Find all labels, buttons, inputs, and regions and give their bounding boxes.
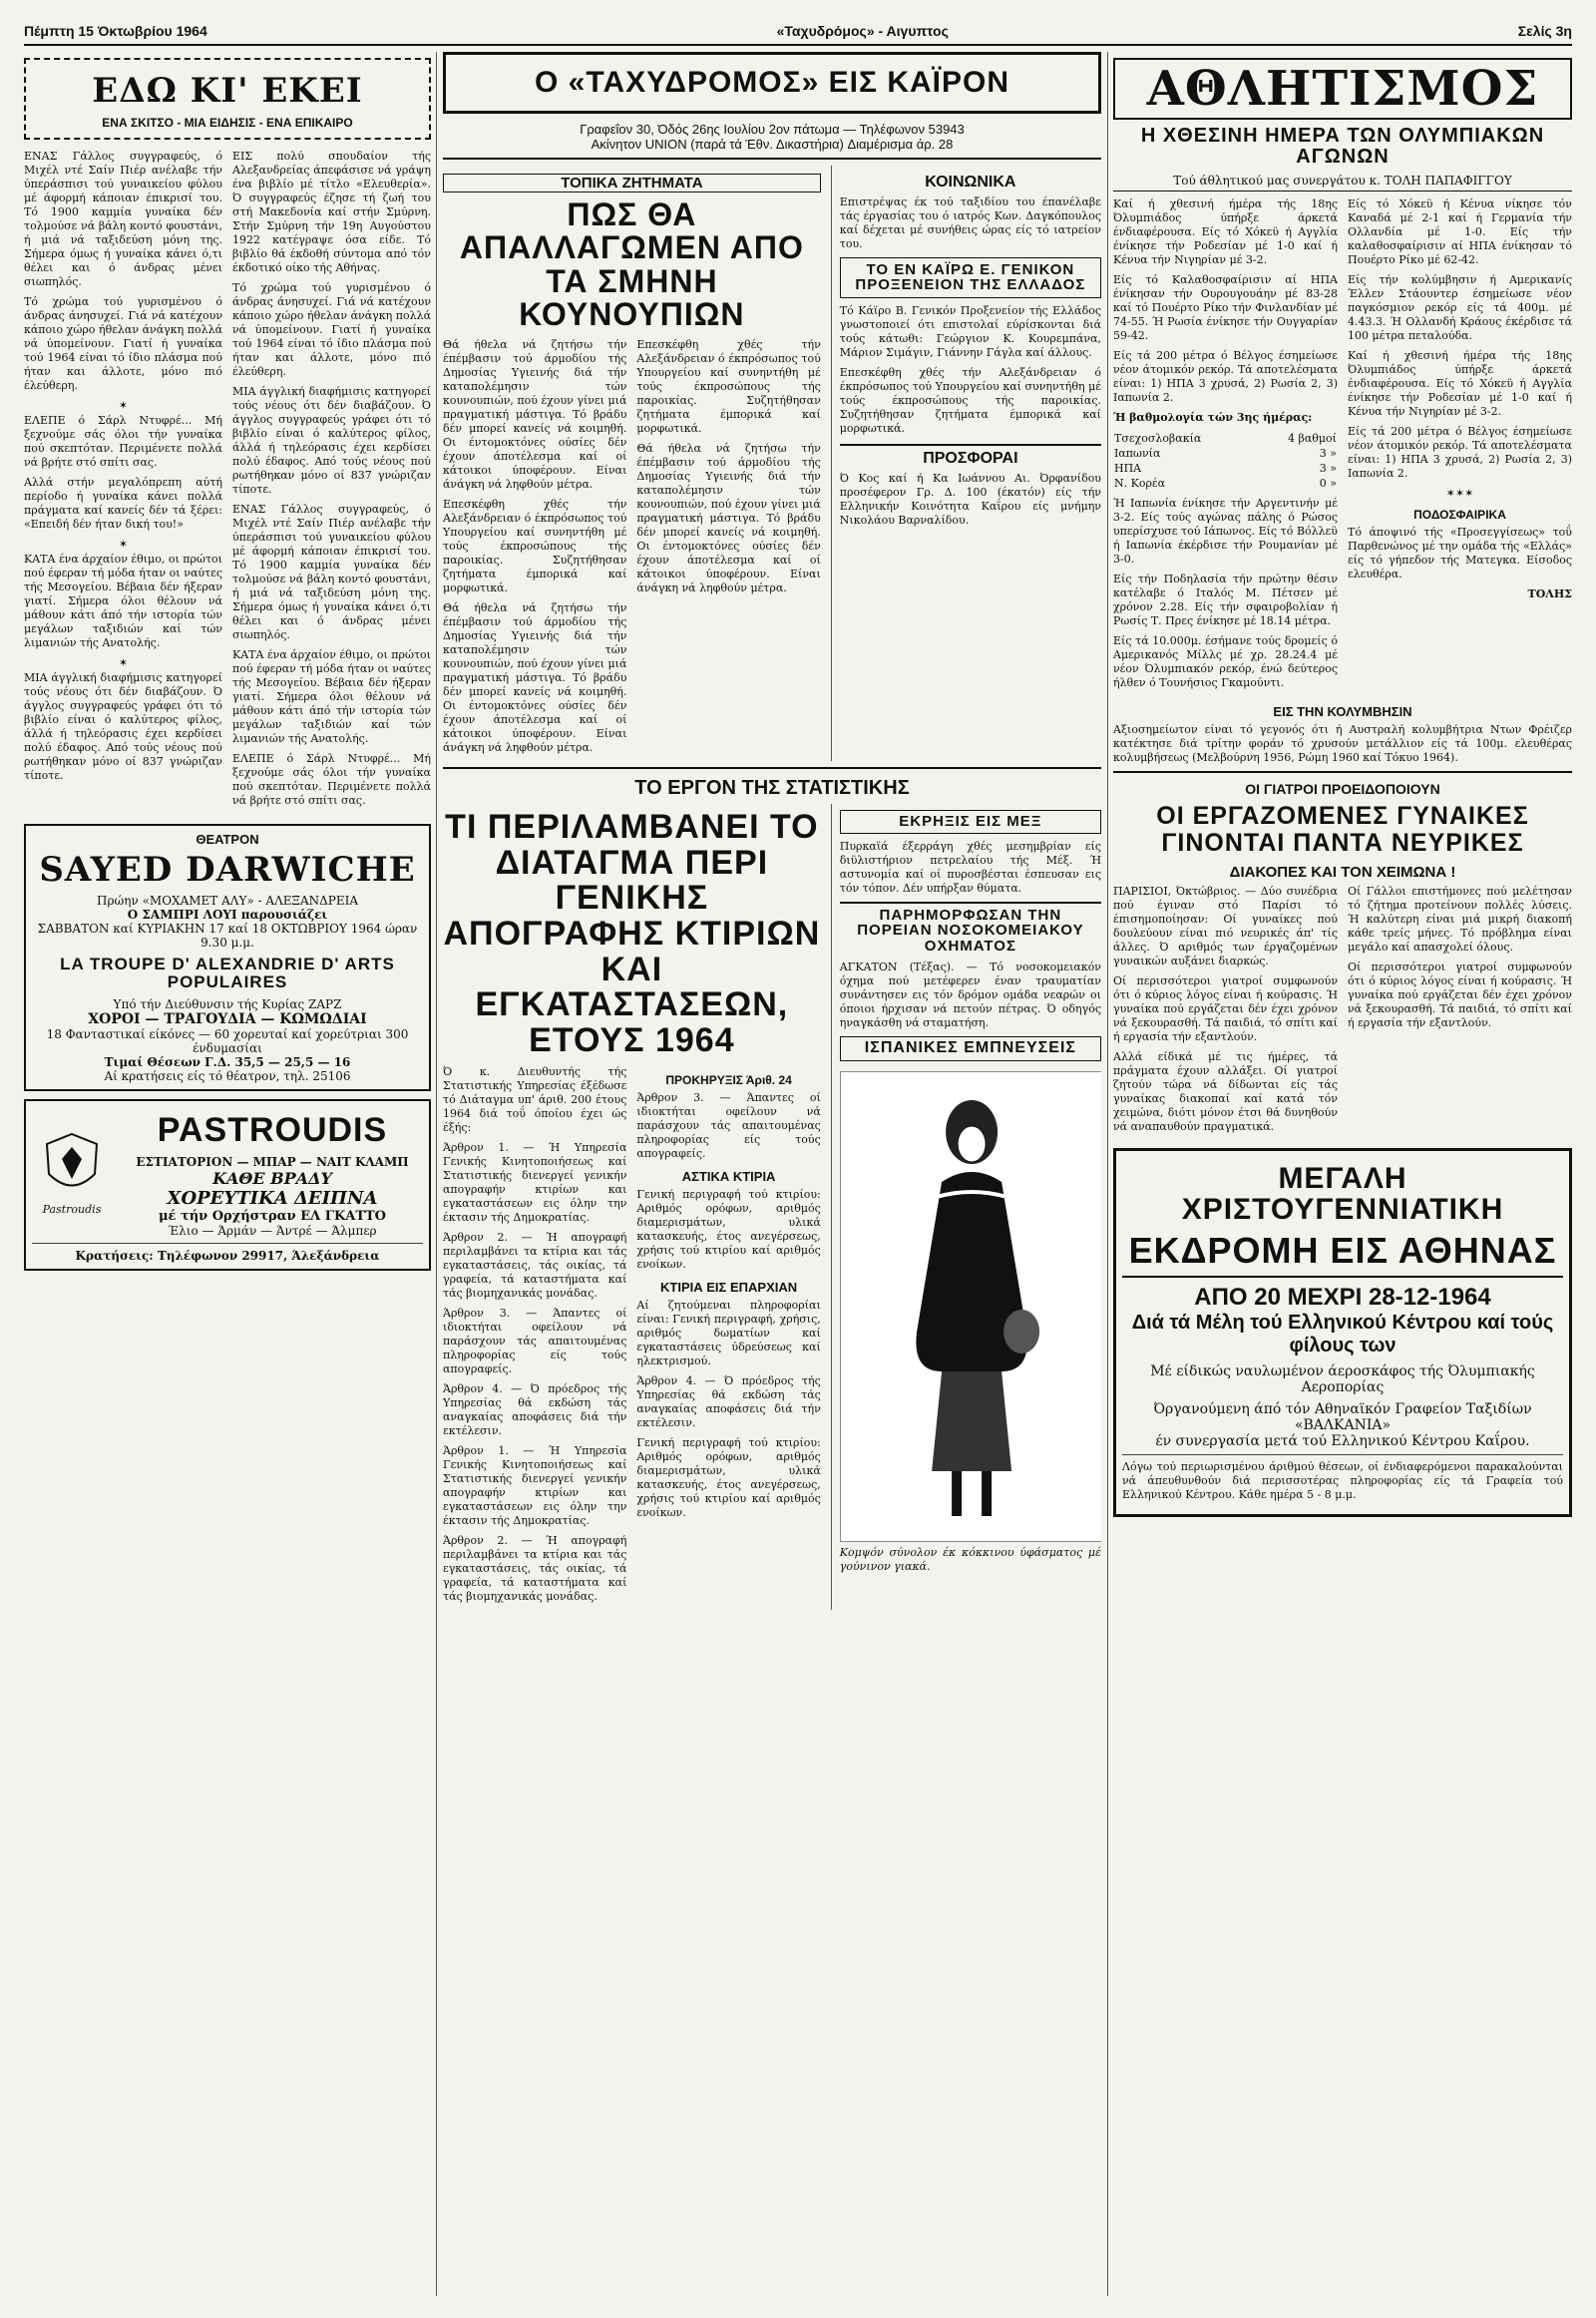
header-page: Σελίς 3η bbox=[1517, 23, 1572, 39]
article-paragraph: Είς τά 200 μέτρα ό Βέλγος έσημείωσε νέον άτομικόν ρεκόρ. Τά αποτελέσματα είναι: 1) ΗΠΑ 3 χρυσά, 2) Ρωσία 2, 3) Ιαπωνία 2. bbox=[1348, 425, 1572, 481]
pastroudis-booking: Κρατήσεις: Τηλέφωνον 29917, Άλεξάνδρεια bbox=[75, 1248, 380, 1263]
theatre-label: ΘΕΑΤΡΟΝ bbox=[196, 831, 259, 847]
article-paragraph: Οί Γάλλοι επιστήμονες πού μελέτησαν τό ζήτημα προτείνουν πολλές λύσεις. Ή καλύτερη είναι μιά μικρή διακοπή κάθε τρείς μήνες. Τό πρόβλημα είναι μεγάλο καί απασχολεί όλους. bbox=[1348, 884, 1572, 954]
topika-label: ΤΟΠΙΚΑ ΖΗΤΗΜΑΤΑ bbox=[443, 174, 821, 193]
ekdromi-aircraft: Μέ είδικώς ναυλωμένον άεροσκάφος τής Όλυμπιακής Αεροπορίας bbox=[1150, 1362, 1535, 1395]
edo-title: ΕΔΩ ΚΙ' ΕΚΕΙ bbox=[92, 71, 363, 111]
article-paragraph: Άρθρον 2. — Ή απογραφή περιλαμβάνει τα κτίρια και τάς εγκαταστάσεις, τάς οικίας, τά γραφεία, τά καταστήματα καί τάς βιομηχανικάς μονάδας. bbox=[443, 1230, 627, 1300]
separator-stars: ✶✶✶ bbox=[1445, 487, 1474, 501]
pastroudis-logo-text: Pastroudis bbox=[42, 1202, 102, 1216]
edo-columns bbox=[24, 150, 431, 814]
pastroudis-musicians: Έλιο — Άρμάν — Άντρέ — Άλμπερ bbox=[168, 1223, 377, 1238]
standings-row bbox=[1113, 446, 1338, 461]
points-cell: 4 βαθμοί bbox=[1288, 432, 1337, 446]
article-paragraph: Επιστρέψας έκ τού ταξιδίου του έπανέλαβε τάς έργασίας του ό ιατρός Κων. Δαγκόπουλος καί δέχεται μέ συνήθεις ώρας είς τό ιατρείον του. bbox=[839, 194, 1101, 250]
team-cell: Τσεχοσλοβακία bbox=[1114, 432, 1202, 446]
ergon-label: ΤΟ ΕΡΓΟΝ ΤΗΣ ΣΤΑΤΙΣΤΙΚΗΣ bbox=[634, 776, 910, 799]
article-paragraph: Οί περισσότεροι γιατροί συμφωνούν ότι ό κύριος λόγος είναι ή κούρασις. Ή γυναίκα πού εργάζεται δέν έχει χρόνον νά ξεκουρασθή. Τά παιδιά, τό σπίτι καί ή εργασία τήν εξαντλούν. bbox=[1113, 973, 1338, 1043]
article-paragraph: Επεσκέφθη χθές τήν Αλεξάνδρειαν ό έκπρόσωπος τού Υπουργείου καί συνηντήθη μέ τούς έκπροσώπους τής παροικίας. Συζητήθησαν ζητήματα έμπορικά καί μορφωτικά. bbox=[839, 366, 1101, 435]
sport-columns bbox=[1113, 197, 1572, 696]
separator-stars: ✶ bbox=[118, 655, 129, 669]
article-paragraph: Τό άποψινό τής «Προσεγγίσεως» τοΰ Παρθενώνος μέ την ομάδα τής «Ελλάς» είς τό γήπεδον τής Ματεγκα. Είσοδος ελευθέρα. bbox=[1348, 526, 1572, 581]
giatroi-subhead: ΔΙΑΚΟΠΕΣ ΚΑΙ ΤΟΝ ΧΕΙΜΩΝΑ ! bbox=[1229, 863, 1456, 881]
standings-row bbox=[1113, 476, 1338, 491]
fashion-caption: Κομψόν σύνολον έκ κόκκινου ύφάσματος μέ γούνινον γιακά. bbox=[839, 1545, 1101, 1573]
article-paragraph: Άρθρον 3. — Άπαντες οί ιδιοκτήται οφείλουν νά παράσχουν τάς απαιτουμένας πληροφορίας είς τούς απογραφείς. bbox=[443, 1306, 627, 1375]
article-paragraph: Τό Κάϊρο Β. Γενικόν Προξενείον τής Ελλάδος γνωστοποιεί ότι επιστολαί εύρίσκονται διά τούς κάτωθι: Γεώργιον Κ. Κουρεμπάνα, Μάριον Σιμάγιν, Γιάννην Γάγλα καί άλλους. bbox=[839, 304, 1101, 359]
article-paragraph: Καί ή χθεσινή ήμέρα τής 18ης Όλυμπιάδος ύπήρξε άρκετά ένδιαφέρουσα. Είς τό Χόκεϋ ή Αγγλία ένίκησε τήν Ροδεσίαν μέ 1-0 καί ή Κένυα τήν Νιγηρίαν μέ 3-2. bbox=[1113, 197, 1338, 267]
center-column bbox=[443, 52, 1101, 2306]
ekdromi-headline-1: ΜΕΓΑΛΗ ΧΡΙΣΤΟΥΓΕΝΝΙΑΤΙΚΗ bbox=[1181, 1161, 1504, 1227]
ergon-headline: ΤΙ ΠΕΡΙΛΑΜΒΑΝΕΙ ΤΟ ΔΙΑΤΑΓΜΑ ΠΕΡΙ ΓΕΝΙΚΗΣ ΑΠΟΓΡΑΦΗΣ ΚΤΙΡΙΩΝ ΚΑΙ ΕΓΚΑΤΑΣΤΑΣΕΩΝ, ΕΤΟΥΣ 1964 bbox=[443, 807, 821, 1059]
article-paragraph: Θά ήθελα νά ζητήσω τήν έπέμβασιν τού άρμοδίου τής Δημοσίας Υγιεινής διά τήν καταπολέμησιν τών κουνουπιών, πού έχουν γίνει μιά πραγματική μάστιγα. Τό βράδυ δέν μπορεί κανείς νά κοιμηθή. Οι έντομοκτόνες ούσίες δέν έχουν άποτέλεσμα καί οί κάτοικοι ύποφέρουν. Είναι άνάγκη νά ληφθούν μέτρα. bbox=[443, 600, 627, 754]
fashion-illustration bbox=[840, 1071, 1101, 1542]
article-paragraph: Τό χρώμα τού γυρισμένου ό άνδρας άνησυχεί. Γιά νά κατέχουν κάποιο χώρο ήθελαν άνάγκη πολλά νά ύπομείνουν. Γιατί ή γυναίκα τού 1964 είναι τό ίδιο πλάσμα πού ήταν και άλλοτε, μόνο πιό έλεύθερη. bbox=[24, 294, 222, 392]
article-paragraph: Ό Κος καί ή Κα Ιωάννου Αι. Όρφανίδου προσέφερον Γρ. Δ. 100 (έκατόν) είς τήν Ελληνικήν Κοινότητα Καΐρου είς μνήμην Νικολάου Βαρναλίδου. bbox=[839, 472, 1101, 527]
page-header bbox=[24, 18, 1572, 46]
article-paragraph: Αλλά είδικά μέ τις ήμέρες, τά πράγματα έχουν αλλάξει. Οί γιατροί ζητούν τώρα νά δίδωνται είς τάς γυναίκας διακοπαί καί κατά τόν χειμώνα, διότι μόνον έτσι θά δυνηθούν νά αναπαυθούν πραγματικά. bbox=[1113, 1049, 1338, 1133]
article-paragraph: Καί ή χθεσινή ήμέρα τής 18ης Όλυμπιάδος ύπήρξε άρκετά ένδιαφέρουσα. Είς τό Χόκεϋ ή Αγγλία ένίκησε τήν Ροδεσίαν μέ 1-0 καί ή Κένυα τήν Νιγηρίαν μέ 3-2. bbox=[1348, 349, 1572, 419]
ekdromi-dates: ΑΠΟ 20 ΜΕΧΡΙ 28-12-1964 bbox=[1194, 1283, 1491, 1311]
article-paragraph: Οί περισσότεροι γιατροί συμφωνούν ότι ό κύριος λόγος είναι ή κούρασις. Ή γυναίκα πού εργάζεται δέν έχει χρόνον νά ξεκουρασθή. Τά παιδιά, τό σπίτι καί ή εργασία τήν εξαντλούν. bbox=[1348, 960, 1572, 1029]
column-rule bbox=[1107, 52, 1108, 2296]
article-paragraph: ΕΝΑΣ Γάλλος συγγραφεύς, ό Μιχέλ ντέ Σαίν Πιέρ ανέλαβε τήν ύπεράσπισι τού γυναικείου φύλου μέ άφορμή κάποιαν έπικρισί του. Τό 1900 καμμία γυναίκα δέν τολμούσε νά βάλη κοντό φουστάνι, ή μιά νά ταξιδεύση μόνη της. Σήμερα όμως ή γυναίκα κάνει ό,τι θέλει και ό άνδρας μένει σιωπηλός. bbox=[24, 149, 222, 288]
article-paragraph: Πυρκαϊά έξερράγη χθές μεσημβρίαν είς διϋλιστήριον πετρελαίου τής Μέξ. Ή αστυνομία καί οί πυροσβέσται έσπευσαν εις τόν τόπον. Δέν υπήρξαν θύματα. bbox=[839, 839, 1101, 895]
ticket-prices: Τιμαί Θέσεων Γ.Δ. 35,5 — 25,5 — 16 bbox=[104, 1055, 351, 1070]
article-paragraph: Αλλά στήν μεγαλόπρεπη αύτή περίοδο ή γυναίκα κάνει πολλά πράγματα καί κανείς δέν τά ξέρει: «Επειδή δέν ήταν δική του!» bbox=[24, 475, 222, 531]
sport-signature: ΤΟΛΗΣ bbox=[1527, 587, 1572, 601]
eparxia-headline: ΚΤΙΡΙΑ ΕΙΣ ΕΠΑΡΧΙΑΝ bbox=[660, 1279, 798, 1295]
article-paragraph: Θά ήθελα νά ζητήσω τήν έπέμβασιν τού άρμοδίου τής Δημοσίας Υγιεινής διά τήν καταπολέμησιν τών κουνουπιών, πού έχουν γίνει μιά πραγματική μάστιγα. Τό βράδυ δέν μπορεί κανείς νά κοιμηθή. Οι έντομοκτόνες ούσίες δέν έχουν άποτέλεσμα καί οί κάτοικοι ύποφέρουν. Είναι άνάγκη νά ληφθούν μέτρα. bbox=[443, 337, 627, 491]
article-paragraph: Ή Ιαπωνία ένίκησε τήν Αργεντινήν μέ 3-2. Είς τούς αγώνας πάλης ό Ρώσος υπερίσχυσε τού Ιάπωνος. Είς τό Βόλλεϋ ή Ιαπωνία έκέρδισε τήν Ρουμανίαν μέ 3-0. bbox=[1113, 497, 1338, 567]
athlitismos-title: ΑΘΛΗΤΙΣΜΟΣ bbox=[1113, 58, 1572, 120]
article-paragraph: ΕΛΕΠΕ ό Σάρλ Ντυφρέ... Μή ξεχνούμε σάς όλοι τήν γυναίκα πού σκεπτόταν. Περιμένετε πολλά νά βρήτε στό σπίτι σας. bbox=[24, 413, 222, 469]
article-paragraph: ΕΛΕΠΕ ό Σάρλ Ντυφρέ... Μή ξεχνούμε σάς όλοι τήν γυναίκα πού σκεπτόταν. Περιμένετε πολλά νά βρήτε στό σπίτι σας. bbox=[232, 751, 431, 807]
prosfora-headline: ΠΡΟΣΦΟΡΑΙ bbox=[840, 444, 1101, 468]
olympic-headline: Η ΧΘΕΣΙΝΗ ΗΜΕΡΑ ΤΩΝ ΟΛΥΜΠΙΑΚΩΝ ΑΓΩΝΩΝ bbox=[1140, 125, 1545, 169]
article-paragraph: Αξιοσημείωτον είναι τό γεγονός ότι ή Αυστραλή κολυμβήτρια Ντων Φρέιζερ κατέκτησε διά τρίτην φοράν τό χρυσούν μετάλλιον είς τά 100μ. ελευθέρας κολυμβήσεως (Μελβούρνη 1956, Ρώμη 1960 καί Τόκυο 1964). bbox=[1113, 723, 1572, 765]
troupe-acts: ΧΟΡΟΙ — ΤΡΑΓΟΥΔΙΑ — ΚΩΜΩΔΙΑΙ bbox=[88, 1011, 367, 1028]
article-paragraph: Είς τό Καλαθοσφαίρισιν αί ΗΠΑ ένίκησαν τήν Ουρουγουάην μέ 83-28 καί τό Πουέρτο Ρίκο τήν Φινλανδίαν μέ 74-55. Ή Ρωσία ένίκησε τήν Ουγγαρίαν 59-42. bbox=[1113, 273, 1338, 343]
theatre-address: Πρώην «ΜΟΧΑΜΕΤ ΑΛΥ» - ΑΛΕΞΑΝΔΡΕΙΑ bbox=[96, 894, 359, 909]
points-cell: 0 » bbox=[1319, 477, 1337, 491]
article-paragraph: Θά ήθελα νά ζητήσω τήν έπέμβασιν τού άρμοδίου τής Δημοσίας Υγιεινής διά τήν καταπολέμησιν τών κουνουπιών, πού έχουν γίνει μιά πραγματική μάστιγα. Τό βράδυ δέν μπορεί κανείς νά κοιμηθή. Οι έντομοκτόνες ούσίες δέν έχουν άποτέλεσμα καί οί κάτοικοι ύποφέρουν. Είναι άνάγκη νά ληφθούν μέτρα. bbox=[636, 441, 821, 594]
points-cell: 3 » bbox=[1319, 462, 1337, 476]
emnefseis-headline: ΙΣΠΑΝΙΚΕΣ ΕΜΠΝΕΥΣΕΙΣ bbox=[840, 1036, 1101, 1061]
team-cell: Ν. Κορέα bbox=[1114, 477, 1166, 491]
points-cell: 3 » bbox=[1319, 447, 1337, 461]
article-paragraph: Ό κ. Διευθυντής τής Στατιστικής Υπηρεσίας έξέδωσε τό Διάταγμα υπ' άριθ. 200 έτους 1964 διά τοΰ όποίου έχει ώς έξής: bbox=[443, 1064, 627, 1134]
separator-stars: ✶ bbox=[118, 398, 129, 412]
header-center: «Ταχυδρόμος» - Αιγυπτος bbox=[776, 23, 949, 39]
astika-headline: ΑΣΤΙΚΑ ΚΤΙΡΙΑ bbox=[681, 1168, 776, 1184]
ekdromi-members: Διά τά Μέλη τού Ελληνικού Κέντρου καί τούς φίλους των bbox=[1131, 1311, 1554, 1356]
pastroudis-ad bbox=[24, 1099, 431, 1271]
article-paragraph: Άρθρον 2. — Ή απογραφή περιλαμβάνει τα κτίρια και τάς εγκαταστάσεις, τάς οικίας, τά γραφεία, τά καταστήματα καί τάς βιομηχανικάς μονάδας. bbox=[443, 1533, 627, 1603]
topika-headline: ΠΩΣ ΘΑ ΑΠΑΛΛΑΓΩΜΕΝ ΑΠΟ ΤΑ ΣΜΗΝΗ ΚΟΥΝΟΥΠΙΩΝ bbox=[459, 195, 804, 333]
ekdromi-headline-2: ΕΚΔΡΟΜΗ ΕΙΣ ΑΘΗΝΑΣ bbox=[1128, 1229, 1557, 1271]
article-paragraph: Γενική περιγραφή τού κτιρίου: Αριθμός ορόφων, αριθμός διαμερισμάτων, υλικά κατασκευής, έτος ανεγέρσεως, χρήσις τού κτιρίου καί αριθμός ενοίκων. bbox=[636, 1187, 821, 1271]
pastroudis-dance: ΧΟΡΕΥΤΙΚΑ ΔΕΙΠΝΑ bbox=[167, 1187, 378, 1209]
ticket-booking: Αί κρατήσεις είς τό θέατρον, τηλ. 25106 bbox=[104, 1069, 351, 1084]
center-upper bbox=[443, 166, 1101, 761]
podosfairika-headline: ΠΟΔΟΣΦΑΙΡΙΚΑ bbox=[1413, 508, 1506, 523]
edo-subtitle: ΕΝΑ ΣΚΙΤΣΟ - ΜΙΑ ΕΙΔΗΣΙΣ - ΕΝΑ ΕΠΙΚΑΙΡΟ bbox=[102, 115, 353, 130]
article-paragraph: Είς τά 10.000μ. έσήμανε τούς δρομείς ό Αμερικανός Μίλλς μέ χρ. 28.24.4 μέ νέον Όλυμπιακόν ρεκόρ, ένώ δεύτερος ήλθεν ό Τουνήσιος Γκαμούντι. bbox=[1113, 634, 1338, 690]
masthead-box bbox=[443, 52, 1101, 114]
standings-title: Ή βαθμολογία τών 3ης ήμέρας: bbox=[1113, 411, 1313, 425]
left-column bbox=[24, 52, 431, 2306]
pastroudis-name: PASTROUDIS bbox=[157, 1111, 388, 1150]
team-cell: ΗΠΑ bbox=[1114, 462, 1142, 476]
giatroi-columns bbox=[1113, 885, 1572, 1140]
edo-box bbox=[24, 58, 431, 140]
masthead-title: Ο «ΤΑΧΥΔΡΟΜΟΣ» ΕΙΣ ΚΑΪΡΟΝ bbox=[534, 66, 1010, 99]
giatroi-label: ΟΙ ΓΙΑΤΡΟΙ ΠΡΟΕΙΔΟΠΟΙΟΥΝ bbox=[1245, 781, 1440, 798]
ekdromi-footer: Λόγω τού περιωρισμένου άριθμού θέσεων, οί ένδιαφερόμενοι παρακαλούνται νά άπευθυνθούν διά περισσοτέρας πληροφορίας είς τά Γραφεία τού Ελληνικού Κέντρου. Κάθε ημέρα 5 - 8 μ.μ. bbox=[1122, 1459, 1563, 1501]
ekdromi-cooperation: έν συνεργασία μετά τού Ελληνικού Κέντρου Καΐρου. bbox=[1155, 1432, 1530, 1449]
theatre-name: SAYED DARWICHE bbox=[39, 849, 416, 890]
theatre-dates: ΣΑΒΒΑΤΟΝ καί ΚΥΡΙΑΚΗΝ 17 καί 18 ΟΚΤΩΒΡΙΟΥ 1964 ώραν 9.30 μ.μ. bbox=[37, 922, 418, 951]
article-paragraph: ΑΓΚΑΤΟΝ (Τέξας). — Τό νοσοκομειακόν όχημα πού μετέφερεν έναν τραυματίαν συνάντησεν εις τόν δρόμον ομάδα νεαρών οι όποιοι ήρχισαν νά πετούν πέτρας. Ό οδηγός ηναγκάσθη νά σταματήση. bbox=[839, 960, 1101, 1029]
separator-stars: ✶ bbox=[118, 537, 129, 551]
address-line-2: Ακίνητον UNION (παρά τά Έθν. Δικαστήρια) Διαμέρισμα άρ. 28 bbox=[591, 136, 954, 152]
article-paragraph: Είς τήν κολύμβησιν ή Αμερικανίς Έλλεν Στάουντερ έσημείωσε νέον παγκόσμιον ρεκόρ είς τά 400μ. μέ 4.43.3. Ή Ολλανδή Κράους έκέρδισε τά 100 μέτρα πεταλούδα. bbox=[1348, 273, 1572, 343]
proxeneio-headline: ΤΟ ΕΝ ΚΑΪΡΩ Ε. ΓΕΝΙΚΟΝ ΠΡΟΞΕΝΕΙΟΝ ΤΗΣ ΕΛΛΑΔΟΣ bbox=[840, 257, 1101, 299]
article-paragraph: Άρθρον 3. — Άπαντες οί ιδιοκτήται οφείλουν νά παράσχουν τάς απαιτουμένας πληροφορίας είς τούς απογραφείς. bbox=[636, 1090, 821, 1160]
article-paragraph: Αί ζητούμεναι πληροφορίαι είναι: Γενική περιγραφή, χρήσις, αριθμός δωματίων καί εγκαταστάσεις ύδρεύσεως καί ηλεκτρισμού. bbox=[636, 1298, 821, 1367]
article-paragraph: ΚΑΤΑ ένα άρχαίον έθιμο, οι πρώτοι πού έφεραν τή μόδα ήταν οι ναύτες τής Μεσογείου. Βέβαια δέν ήξεραν γιατί. Σήμερα όλοι θέλουν νά μάθουν κάτι άπό τήν ιστορία τών μεγάλων ταξιδιών καί τών λιμανιών τής Ανατολής. bbox=[232, 647, 431, 745]
column-rule bbox=[436, 52, 437, 2296]
article-paragraph: Άρθρον 4. — Ό πρόεδρος τής Υπηρεσίας θά εκδώση τάς αναγκαίας αποφάσεις διά τήν εκτέλεσιν. bbox=[636, 1373, 821, 1429]
article-paragraph: ΕΙΣ πολύ σπουδαίον τής Αλεξανδρείας άπεφάσισε νά γράψη ένα βιβλίο μέ τίτλο «Ελευθερία». Ό συγγραφεύς έζησε τή ζωή του στή Μακεδονία καί στήν Σμύρνη. Στήν Σμύρνη τήν 19η Αυγούστου 1922 κατέγραψε όσα είδε. Τό βιβλίο θά έκδοθή σύντομα από τόν έκδοτικό οίκο τής Αθήνας. bbox=[232, 149, 431, 274]
masthead-address bbox=[443, 122, 1101, 152]
koinonika-label: ΚΟΙΝΩΝΙΚΑ bbox=[925, 173, 1016, 191]
header-date: Πέμπτη 15 Όκτωβρίου 1964 bbox=[24, 23, 207, 39]
crest-icon bbox=[37, 1129, 107, 1199]
article-paragraph: ΜΙΑ άγγλική διαφήμισις κατηγορεί τούς νέους ότι δέν διαβάζουν. Ό άγγλος συγγραφεύς γράφει ότι τό βιβλίο είναι ό καλύτερος φίλος, άλλά ή τηλεόρασις έχει κερδίσει πολύ έδαφος. Από τούς νέους πού ρωτήθηκαν μόνο οί 837 γνώριζαν τίποτε. bbox=[24, 670, 222, 782]
article-paragraph: Άρθρον 1. — Ή Υπηρεσία Γενικής Κινητοποιήσεως καί Στατιστικής διενεργεί γενικήν απογραφήν κτιρίων και εγκαταστάσεων εις όλην την έκτασιν τής Δημοκρατίας. bbox=[443, 1140, 627, 1224]
standings-row bbox=[1113, 431, 1338, 446]
article-paragraph: ΚΑΤΑ ένα άρχαίον έθιμο, οι πρώτοι πού έφεραν τή μόδα ήταν οι ναύτες τής Μεσογείου. Βέβαια δέν ήξεραν γιατί. Σήμερα όλοι θέλουν νά μάθουν κάτι άπό τήν ιστορία τών μεγάλων ταξιδιών καί τών λιμανιών τής Ανατολής. bbox=[24, 552, 222, 649]
article-paragraph: Άρθρον 1. — Ή Υπηρεσία Γενικής Κινητοποιήσεως καί Στατιστικής διενεργεί γενικήν απογραφήν κτιρίων και εγκαταστάσεων εις όλην την έκτασιν τής Δημοκρατίας. bbox=[443, 1443, 627, 1527]
article-paragraph: Επεσκέφθη χθές τήν Αλεξάνδρειαν ό έκπρόσωπος τού Υπουργείου καί συνηντήθη μέ τούς έκπροσώπους τής παροικίας. Συζητήθησαν ζητήματα έμπορικά καί μορφωτικά. bbox=[636, 337, 821, 435]
center-lower bbox=[443, 804, 1101, 1610]
pastroudis-orchestra: μέ τήν Ορχήστραν ΕΛ ΓΚΑΤΤΟ bbox=[159, 1208, 386, 1224]
article-paragraph: Είς τό Χόκεϋ ή Κένυα νίκησε τόν Καναδά μέ 2-1 καί ή Γερμανία τήν Ολλανδία μέ 1-0. Είς τήν καλαθοσφαίρισιν αί ΗΠΑ ένίκησαν τό Πουέρτο Ρίκο μέ 62-42. bbox=[1348, 197, 1572, 267]
troupe-director: Υπό τήν Διεύθυνσιν τής Κυρίας ΖΑΡΖ bbox=[113, 997, 342, 1012]
article-paragraph: Επεσκέφθη χθές τήν Αλεξάνδρειαν ό έκπρόσωπος τού Υπουργείου καί συνηντήθη μέ τούς έκπροσώπους τής παροικίας. Συζητήθησαν ζητήματα έμπορικά καί μορφωτικά. bbox=[443, 497, 627, 594]
right-column bbox=[1113, 52, 1572, 2306]
article-paragraph: ΠΑΡΙΣΙΟΙ, Όκτώβριος. — Δύο συνέδρια πού έγιναν στό Παρίσι τό έπισημοποίησαν: Οί γυναίκες πού δουλεύουν είναι πιό νευρικές άπ' τίς άλλες. Ό αριθμός των έργαζομένων γυναικών αυξάνει διαρκώς. bbox=[1113, 884, 1338, 967]
giatroi-headline: ΟΙ ΕΡΓΑΖΟΜΕΝΕΣ ΓΥΝΑΙΚΕΣ ΓΙΝΟΝΤΑΙ ΠΑΝΤΑ ΝΕΥΡΙΚΕΣ bbox=[1156, 802, 1529, 857]
article-paragraph: Τό χρώμα τού γυρισμένου ό άνδρας άνησυχεί. Γιά νά κατέχουν κάποιο χώρο ήθελαν άνάγκη πολλά νά ύπομείνουν. Γιατί ή γυναίκα τού 1964 είναι τό ίδιο πλάσμα πού ήταν και άλλοτε, μόνο πιό έλεύθερη. bbox=[232, 280, 431, 378]
sport-byline: Τού άθλητικού μας συνεργάτου κ. ΤΟΛΗ ΠΑΠΑΦΙΓΓΟΥ bbox=[1113, 174, 1572, 192]
pastroudis-every-night: ΚΑΘΕ ΒΡΑΔΥ bbox=[212, 1168, 332, 1188]
prokiryxis: ΠΡΟΚΗΡΥΞΙΣ Άριθ. 24 bbox=[665, 1072, 792, 1087]
nosokomeio-headline: ΠΑΡΗΜΟΡΦΩΣΑΝ ΤΗΝ ΠΟΡΕΙΑΝ ΝΟΣΟΚΟΜΕΙΑΚΟΥ ΟΧΗΜΑΤΟΣ bbox=[840, 902, 1101, 955]
ekdromi-ad bbox=[1113, 1148, 1572, 1517]
pastroudis-logo bbox=[32, 1129, 112, 1216]
article-paragraph: Γενική περιγραφή τού κτιρίου: Αριθμός ορόφων, αριθμός διαμερισμάτων, υλικά κατασκευής, έτος ανεγέρσεως, χρήσις τού κτιρίου καί αριθμός ενοίκων. bbox=[636, 1435, 821, 1519]
standings-row bbox=[1113, 461, 1338, 476]
article-paragraph: Είς τήν Ποδηλασία τήν πρώτην θέσιν κατέλαβε ό Ιταλός Μ. Πέτσεν μέ χρόνον 2.28. Είς τήν σφαιροβολίαν ή Ρωσίς Τ. Πρες ένίκησε μέ 18.14 μέτρα. bbox=[1113, 573, 1338, 628]
standings-table bbox=[1113, 431, 1338, 491]
article-paragraph: ΜΙΑ άγγλική διαφήμισις κατηγορεί τούς νέους ότι δέν διαβάζουν. Ό άγγλος συγγραφεύς γράφει ότι τό βιβλίο είναι ό καλύτερος φίλος, άλλά ή τηλεόρασις έχει κερδίσει πολύ έδαφος. Από τούς νέους πού ρωτήθηκαν μόνο οί 837 γνώριζαν τίποτε. bbox=[232, 384, 431, 496]
article-paragraph: Είς τά 200 μέτρα ό Βέλγος έσημείωσε νέον άτομικόν ρεκόρ. Τά αποτελέσματα είναι: 1) ΗΠΑ 3 χρυσά, 2) Ρωσία 2, 3) Ιαπωνία 2. bbox=[1113, 349, 1338, 405]
ekrixis-headline: ΕΚΡΗΞΙΣ ΕΙΣ ΜΕΞ bbox=[840, 810, 1101, 834]
address-line-1: Γραφεΐον 30, Όδός 26ης Ιουλίου 2ον πάτωμα — Τηλέφωνον 53943 bbox=[580, 121, 965, 137]
article-paragraph: Άρθρον 4. — Ό πρόεδρος τής Υπηρεσίας θά εκδώση τάς αναγκαίας αποφάσεις διά τήν εκτέλεσιν. bbox=[443, 1381, 627, 1437]
team-cell: Ιαπωνία bbox=[1114, 447, 1161, 461]
pastroudis-subtitle: ΕΣΤΙΑΤΟΡΙΟΝ — ΜΠΑΡ — ΝΑΙΤ ΚΛΑΜΠ bbox=[136, 1154, 409, 1169]
troupe-pieces: 18 Φανταστικαί είκόνες — 60 χορευταί καί χορεύτριαι 300 ένδυμασίαι bbox=[46, 1027, 409, 1056]
article-paragraph: ΕΝΑΣ Γάλλος συγγραφεύς, ό Μιχέλ ντέ Σαίν Πιέρ ανέλαβε τήν ύπεράσπισι τού γυναικείου φύλου μέ άφορμή κάποιαν έπικρισί του. Τό 1900 καμμία γυναίκα δέν τολμούσε νά βάλη κοντό φουστάνι, ή μιά νά ταξιδεύση μόνη της. Σήμερα όμως ή γυναίκα κάνει ό,τι θέλει και ό άνδρας μένει σιωπηλός. bbox=[232, 502, 431, 641]
ekdromi-organizer: Όργανούμενη άπό τόν Αθηναϊκόν Γραφείον Ταξιδίων «ΒΑΛΚΑΝΙΑ» bbox=[1153, 1400, 1532, 1433]
theatre-ad bbox=[24, 824, 431, 1091]
troupe-name: LA TROUPE D' ALEXANDRIE D' ARTS POPULAIRES bbox=[60, 955, 395, 992]
theatre-presents: Ο ΣΑΜΠΡΙ ΛΟΥΙ παρουσιάζει bbox=[127, 908, 328, 923]
kolymvisi-headline: ΕΙΣ ΤΗΝ ΚΟΛΥΜΒΗΣΙΝ bbox=[1273, 704, 1412, 720]
